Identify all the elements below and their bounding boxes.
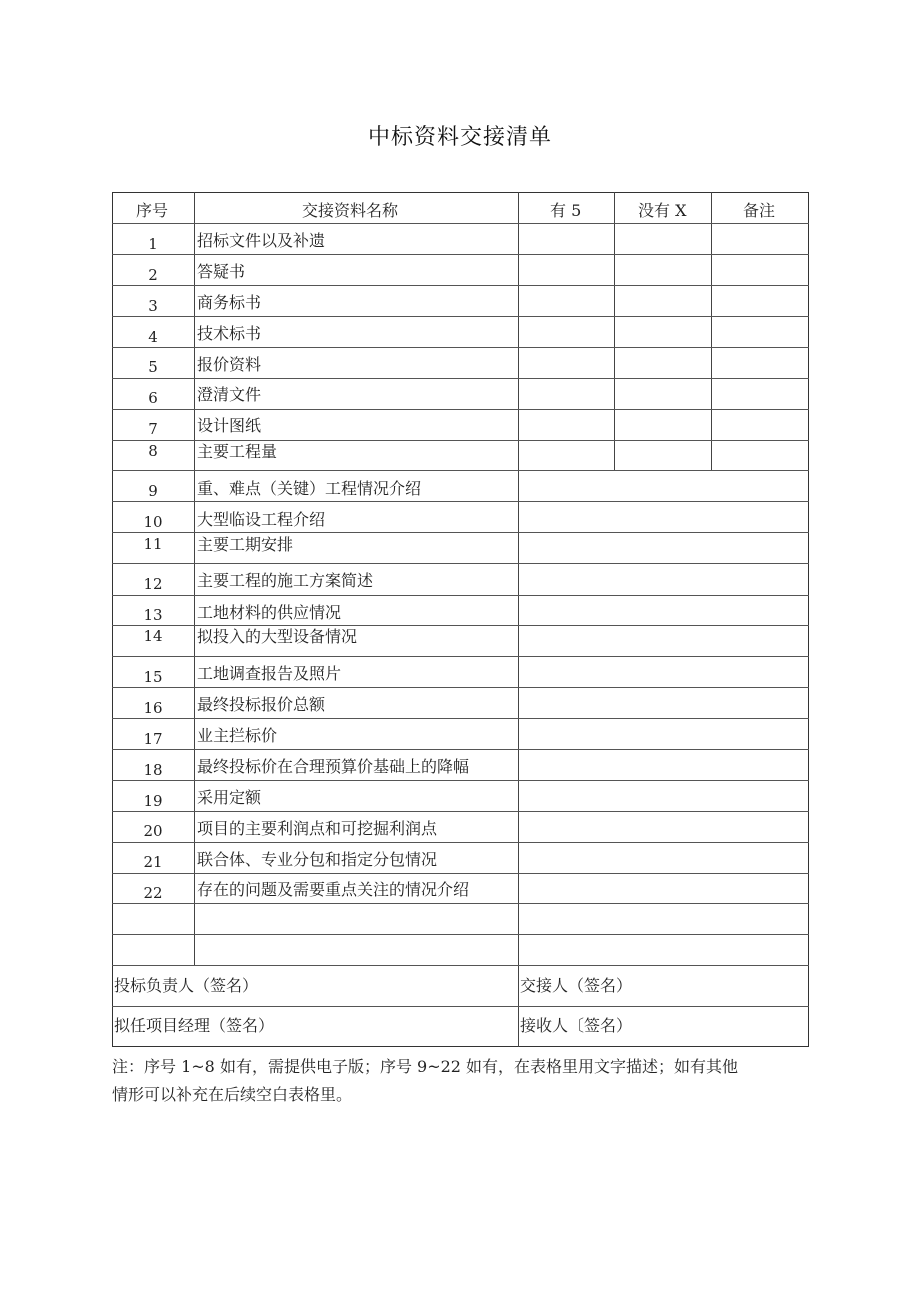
item-label: 联合体、专业分包和指定分包情况 (197, 850, 438, 869)
handover-signature: 交接人（签名） (520, 976, 633, 995)
row-divider (112, 563, 809, 564)
row-divider (112, 842, 809, 843)
project-manager-signature: 拟任项目经理（签名） (114, 1016, 275, 1035)
row-divider (112, 811, 809, 812)
row-divider (112, 347, 809, 348)
item-number: 19 (143, 792, 163, 810)
row-divider (112, 873, 809, 874)
item-label: 商务标书 (197, 293, 262, 312)
footnote (112, 1053, 812, 1109)
col-divider-seq (194, 192, 195, 965)
row-divider (112, 965, 809, 966)
item-label: 业主拦标价 (197, 726, 278, 745)
row-divider (112, 285, 809, 286)
footnote-line-1: 注：序号 1~8 如有，需提供电子版；序号 9~22 如有，在表格里用文字描述；如有其他 (112, 1057, 739, 1076)
item-number: 14 (143, 627, 163, 645)
item-label: 答疑书 (197, 262, 246, 281)
row-divider (112, 316, 809, 317)
footnote-line-2: 情形可以补充在后续空白表格里。 (112, 1085, 353, 1104)
item-label: 重、难点（关键）工程情况介绍 (197, 479, 422, 498)
item-label: 工地调查报告及照片 (197, 664, 342, 683)
item-label: 招标文件以及补遗 (197, 231, 326, 250)
row-divider (112, 532, 809, 533)
receiver-signature: 接收人〔签名） (520, 1016, 633, 1035)
row-divider (112, 470, 809, 471)
header-yes: 有 5 (550, 201, 582, 220)
item-number: 8 (148, 442, 158, 460)
item-number: 18 (143, 761, 163, 779)
item-label: 澄清文件 (197, 385, 262, 404)
header-remark: 备注 (743, 201, 776, 220)
item-number: 21 (143, 853, 163, 871)
page-title: 中标资料交接清单 (367, 125, 552, 150)
item-label: 主要工期安排 (197, 535, 294, 554)
row-divider (112, 223, 809, 224)
item-label: 最终投标报价总额 (197, 695, 326, 714)
item-number: 5 (148, 358, 158, 376)
item-number: 4 (148, 328, 158, 346)
item-number: 2 (148, 266, 158, 284)
item-number: 15 (143, 668, 163, 686)
item-number: 22 (143, 884, 163, 902)
item-number: 11 (143, 535, 163, 553)
item-label: 最终投标价在合理预算价基础上的降幅 (197, 757, 470, 776)
row-divider (112, 409, 809, 410)
row-divider (112, 625, 809, 626)
item-number: 1 (148, 235, 158, 253)
item-label: 拟投入的大型设备情况 (197, 627, 358, 646)
item-label: 项目的主要利润点和可挖掘利润点 (197, 819, 438, 838)
item-label: 主要工程量 (197, 442, 278, 461)
item-label: 设计图纸 (197, 416, 262, 435)
item-number: 7 (148, 420, 158, 438)
item-label: 存在的问题及需要重点关注的情况介绍 (197, 880, 470, 899)
item-number: 3 (148, 297, 158, 315)
item-number: 12 (143, 575, 163, 593)
row-divider (112, 718, 809, 719)
header-no: 没有 X (638, 201, 687, 220)
bid-manager-signature: 投标负责人（签名） (114, 976, 259, 995)
col-divider-name (518, 192, 519, 1047)
row-divider (112, 749, 809, 750)
item-number: 6 (148, 389, 158, 407)
col-divider-yes (614, 192, 615, 470)
item-label: 工地材料的供应情况 (197, 603, 342, 622)
row-divider (112, 1006, 809, 1007)
item-number: 16 (143, 699, 163, 717)
item-number: 17 (143, 730, 163, 748)
row-divider (112, 440, 809, 441)
row-divider (112, 501, 809, 502)
row-divider (112, 595, 809, 596)
row-divider (112, 656, 809, 657)
col-divider-no (711, 192, 712, 470)
header-name: 交接资料名称 (302, 201, 399, 220)
item-label: 报价资料 (197, 355, 262, 374)
row-divider (112, 254, 809, 255)
item-label: 大型临设工程介绍 (197, 510, 326, 529)
row-divider (112, 780, 809, 781)
row-divider (112, 378, 809, 379)
item-label: 采用定额 (197, 788, 262, 807)
item-number: 13 (143, 606, 163, 624)
row-divider (112, 687, 809, 688)
item-number: 20 (143, 822, 163, 840)
header-seq: 序号 (136, 201, 169, 220)
item-label: 主要工程的施工方案简述 (197, 571, 374, 590)
row-divider (112, 934, 809, 935)
item-number: 10 (143, 513, 163, 531)
item-label: 技术标书 (197, 324, 262, 343)
row-divider (112, 903, 809, 904)
item-number: 9 (148, 482, 158, 500)
